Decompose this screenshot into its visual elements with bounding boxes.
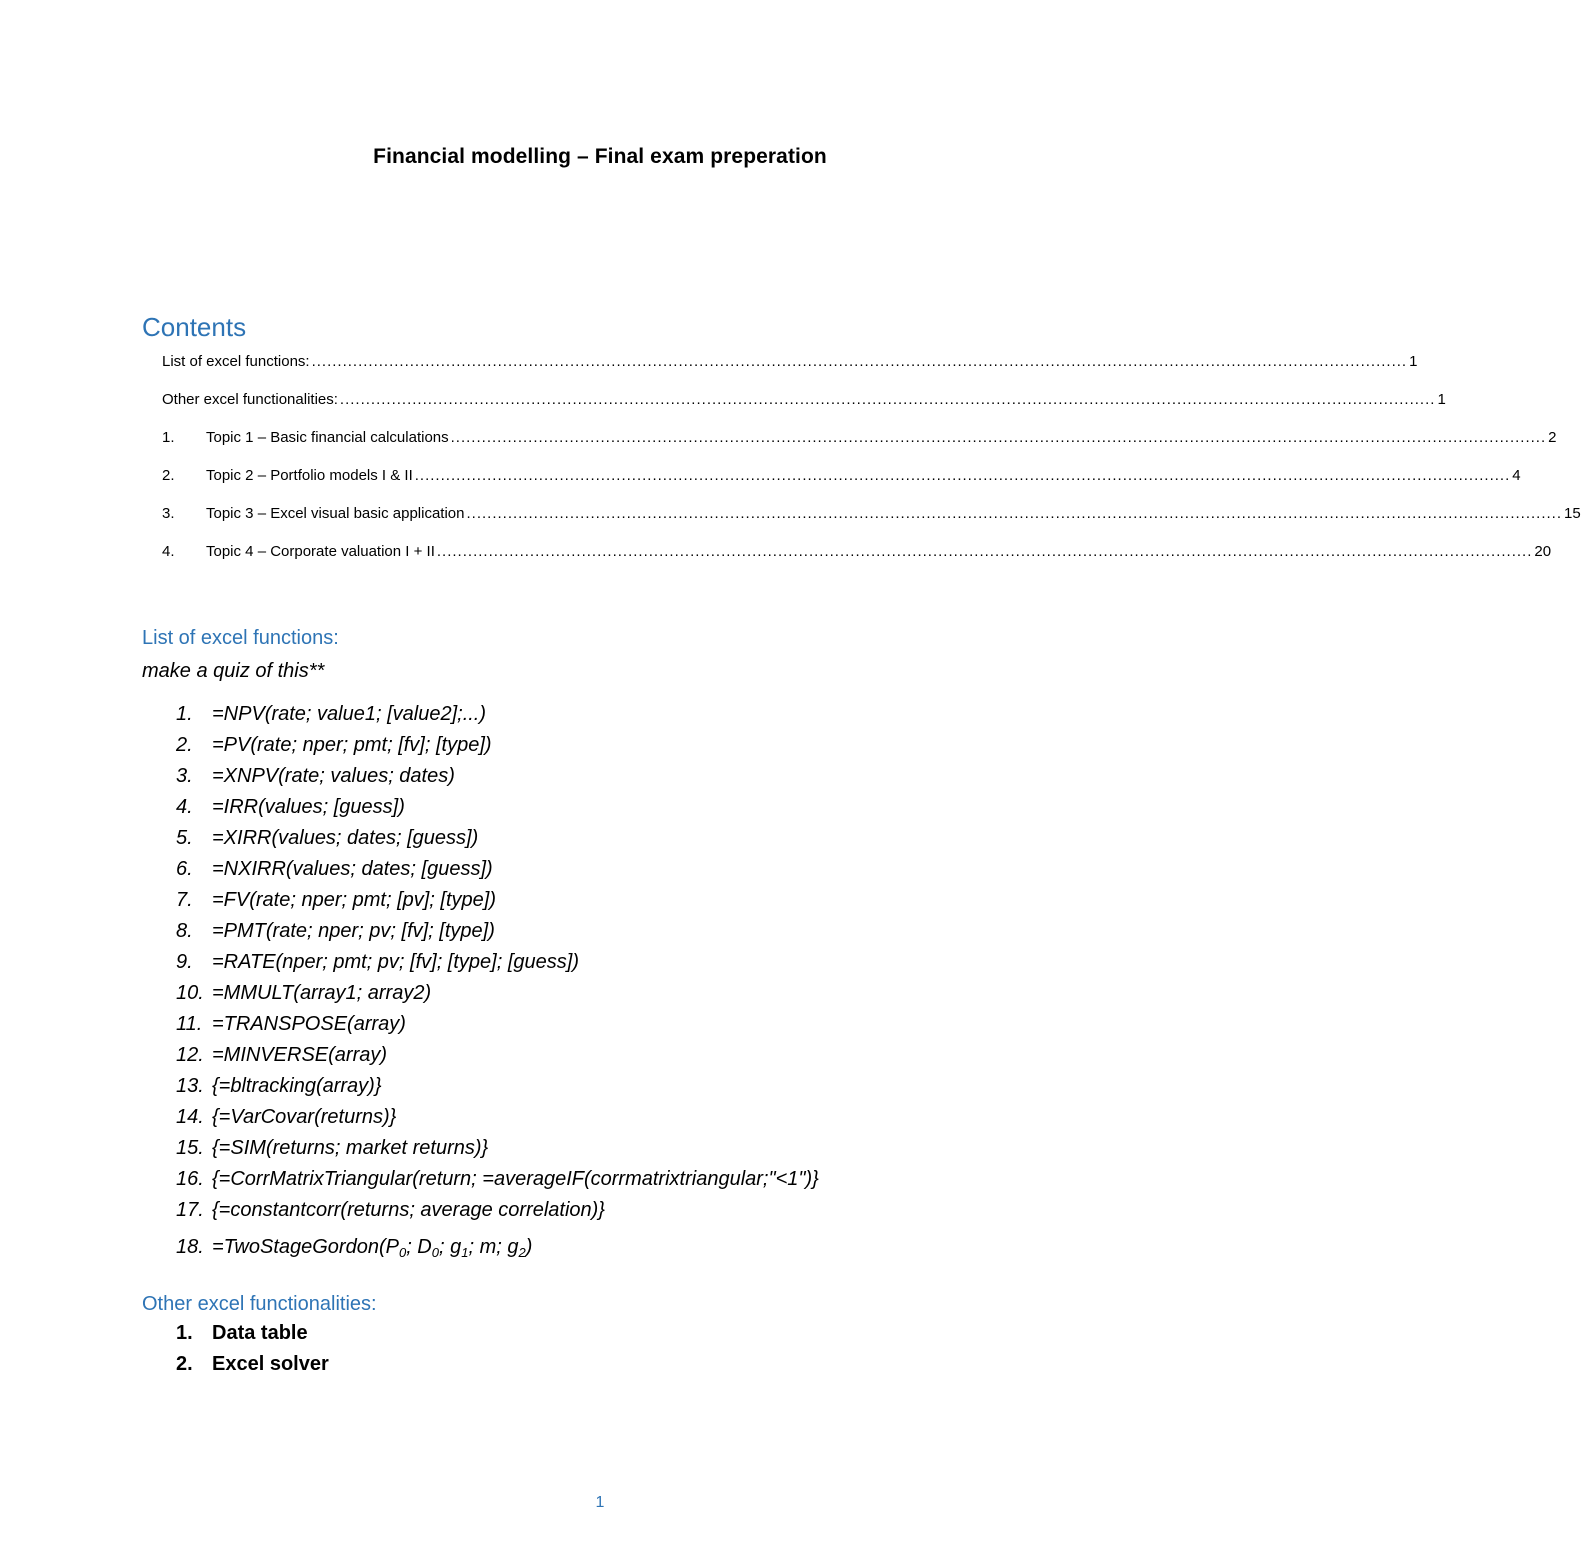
formula-subscript: 2 — [518, 1245, 526, 1260]
toc-entry-text: List of excel functions: — [162, 353, 310, 370]
list-item-number: 16. — [176, 1168, 204, 1190]
list-item-text: =PV(rate; nper; pmt; [fv]; [type]) — [212, 734, 492, 756]
list-item-text: =NPV(rate; value1; [value2];...) — [212, 703, 487, 725]
list-item-text: =FV(rate; nper; pmt; [pv]; [type]) — [212, 889, 496, 911]
toc-leader-dots: .................................................................................................................................................................................................................... — [311, 353, 1408, 370]
toc-entry-page: 1 — [1437, 391, 1446, 408]
list-item-text: =XIRR(values; dates; [guess]) — [212, 827, 479, 849]
toc-leader-dots: .................................................................................................................................................................................................................... — [414, 467, 1511, 484]
list-item-text: =MINVERSE(array) — [212, 1044, 388, 1066]
list-item — [176, 1353, 329, 1384]
list-item — [176, 1230, 819, 1276]
list-item-number: 18. — [176, 1236, 204, 1258]
toc-entry-text: Topic 4 – Corporate valuation I + II — [206, 543, 435, 560]
list-item-text — [212, 1236, 532, 1276]
list-item-number: 10. — [176, 982, 204, 1004]
list-item — [176, 1199, 819, 1230]
list-item — [176, 1168, 819, 1199]
list-item-number: 11. — [176, 1013, 203, 1035]
list-item-number: 7. — [176, 889, 193, 911]
list-item — [176, 827, 819, 858]
formula-part: =TwoStageGordon(P — [212, 1236, 399, 1258]
list-item-number: 12. — [176, 1044, 204, 1066]
list-item — [176, 1106, 819, 1137]
page-number: 1 — [595, 1494, 605, 1511]
toc-entry-page: 20 — [1534, 543, 1552, 560]
formula-subscript: 1 — [461, 1245, 469, 1260]
list-item-number: 14. — [176, 1106, 204, 1128]
toc-entry[interactable] — [162, 505, 1581, 543]
toc-entry-text: Topic 3 – Excel visual basic application — [206, 505, 465, 522]
toc-entry-page: 15 — [1564, 505, 1581, 522]
contents-heading: Contents — [142, 312, 247, 342]
formula-subscript: 0 — [431, 1245, 439, 1260]
toc-leader-dots: .................................................................................................................................................................................................................... — [450, 429, 1547, 446]
list-item-number: 1. — [176, 703, 193, 725]
formula-part: ) — [525, 1236, 533, 1258]
list-item — [176, 951, 819, 982]
toc-entry-page: 2 — [1548, 429, 1557, 446]
list-item — [176, 703, 819, 734]
toc-entry[interactable] — [162, 543, 1552, 583]
list-item — [176, 1075, 819, 1106]
list-item-text: {=VarCovar(returns)} — [212, 1106, 397, 1128]
list-item-text: =XNPV(rate; values; dates) — [212, 765, 455, 787]
toc-entry-text: Topic 1 – Basic financial calculations — [206, 429, 449, 446]
list-item-number: 1. — [176, 1322, 193, 1344]
list-item — [176, 1137, 819, 1168]
list-item — [176, 1013, 819, 1044]
list-item — [176, 1044, 819, 1075]
formula-subscript: 0 — [398, 1245, 407, 1260]
list-item-text: Data table — [212, 1322, 308, 1344]
list-item-number: 8. — [176, 920, 193, 942]
list-item-text: =NXIRR(values; dates; [guess]) — [212, 858, 493, 880]
toc-entry-number: 4. — [162, 543, 175, 560]
table-of-contents — [162, 353, 1581, 583]
formula-part: ; m; g — [468, 1236, 519, 1258]
document-title: Financial modelling – Final exam preperation — [373, 145, 827, 168]
list-item-text: =RATE(nper; pmt; pv; [fv]; [type]; [guess]) — [212, 951, 579, 973]
list-item-text: =MMULT(array1; array2) — [212, 982, 432, 1004]
list-item — [176, 734, 819, 765]
list-item — [176, 889, 819, 920]
list-item-text: {=constantcorr(returns; average correlation)} — [212, 1199, 605, 1221]
list-item-number: 13. — [176, 1075, 204, 1097]
toc-entry-text: Other excel functionalities: — [162, 391, 338, 408]
list-item-number: 6. — [176, 858, 193, 880]
toc-entry[interactable] — [162, 391, 1446, 429]
toc-entry[interactable] — [162, 429, 1557, 467]
toc-entry-number: 1. — [162, 429, 175, 446]
toc-entry-page: 1 — [1409, 353, 1418, 370]
list-item-text: Excel solver — [212, 1353, 329, 1375]
other-functionalities-heading: Other excel functionalities: — [142, 1293, 377, 1315]
list-item — [176, 1322, 329, 1353]
list-item-number: 3. — [176, 765, 193, 787]
toc-entry-number: 2. — [162, 467, 175, 484]
toc-leader-dots: .................................................................................................................................................................................................................... — [339, 391, 1436, 408]
toc-leader-dots: .................................................................................................................................................................................................................... — [436, 543, 1533, 560]
list-item-number: 17. — [176, 1199, 204, 1221]
list-item — [176, 920, 819, 951]
toc-entry-number: 3. — [162, 505, 175, 522]
list-item — [176, 858, 819, 889]
list-item-text: =PMT(rate; nper; pv; [fv]; [type]) — [212, 920, 495, 942]
functions-heading: List of excel functions: — [142, 627, 339, 649]
list-item-number: 2. — [176, 1353, 193, 1375]
formula-part: ; g — [438, 1236, 462, 1258]
list-item-number: 4. — [176, 796, 193, 818]
toc-entry-page: 4 — [1512, 467, 1521, 484]
list-item-number: 15. — [176, 1137, 204, 1159]
function-list — [176, 703, 819, 1276]
list-item-text: {=CorrMatrixTriangular(return; =averageIF(corrmatrixtriangular;"<1")} — [212, 1168, 819, 1190]
toc-entry-text: Topic 2 – Portfolio models I & II — [206, 467, 413, 484]
toc-entry[interactable] — [162, 467, 1521, 505]
toc-entry[interactable] — [162, 353, 1418, 391]
list-item-text: {=SIM(returns; market returns)} — [212, 1137, 489, 1159]
list-item-number: 5. — [176, 827, 193, 849]
list-item-text: =IRR(values; [guess]) — [212, 796, 405, 818]
formula-part: ; D — [406, 1236, 432, 1258]
list-item — [176, 982, 819, 1013]
list-item — [176, 765, 819, 796]
list-item-text: {=bltracking(array)} — [212, 1075, 382, 1097]
list-item — [176, 796, 819, 827]
list-item-text: =TRANSPOSE(array) — [212, 1013, 406, 1035]
functions-subtitle: make a quiz of this** — [142, 660, 325, 682]
list-item-number: 9. — [176, 951, 193, 973]
toc-leader-dots: .................................................................................................................................................................................................................... — [466, 505, 1562, 522]
other-functionalities-list — [176, 1322, 329, 1384]
list-item-number: 2. — [176, 734, 193, 756]
